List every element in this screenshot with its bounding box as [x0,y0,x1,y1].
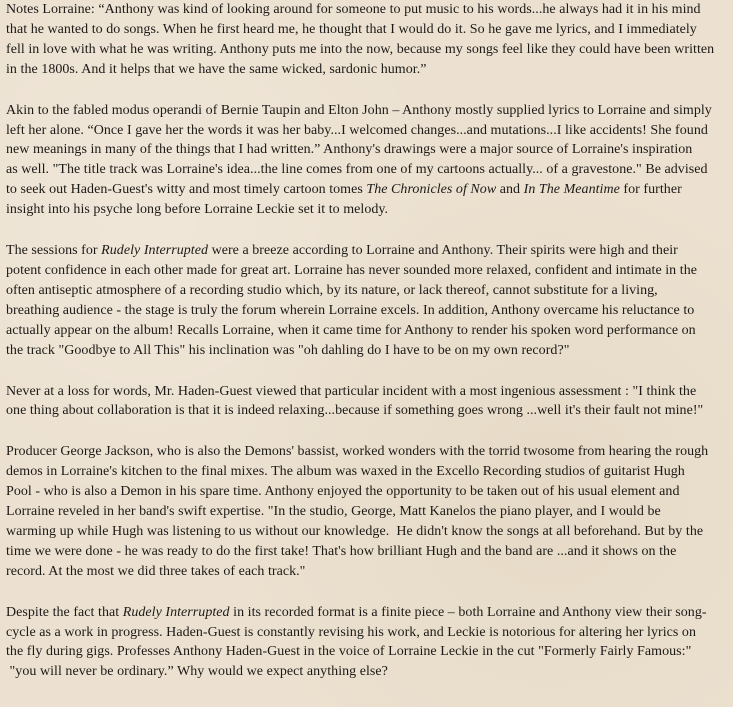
line-text: Despite the fact that [6,604,123,620]
line-text: demos in Lorraine's kitchen to the final mixes. The album was waxed in the Excello Recording studios of guitarist Hugh [6,464,685,480]
line-text: The sessions for [6,243,102,259]
paragraph-producer [6,442,725,581]
line-text: were a breeze according to Lorraine and Anthony. Their spirits were high and their [208,243,678,259]
paragraph-taupin-john [6,101,725,220]
line-text: and [496,182,524,198]
text-line [6,261,725,281]
line-text: record. At the most we did three takes of each track." [6,563,306,579]
text-line [6,200,725,220]
line-text: in the 1800s. And it helps that we have the same wicked, sardonic humor.” [6,61,427,77]
text-line [6,401,725,421]
line-text: for further [619,182,682,198]
text-line [6,341,725,361]
text-line [6,482,725,502]
text-line [6,20,725,40]
text-line [6,0,725,20]
line-text: that he wanted to do songs. When he first heard me, he thought that I would do it. So he gave me lyrics, and I immediately [6,21,697,37]
line-text: fell in love with what he was writing. Anthony puts me into the now, because my songs feel like they could have been written [6,41,715,57]
line-text: potent confidence in each other made for great art. Lorraine has never sounded more relaxed, confident and intimate in the [6,262,697,278]
text-line [6,121,725,141]
text-line [6,160,725,180]
text-line [6,140,725,160]
text-line [6,301,725,321]
line-text: cycle as a work in progress. Haden-Guest is constantly revising his work, and Leckie is notorious for altering her lyrics on [6,624,697,640]
text-line [6,321,725,341]
line-text: breathing audience - the stage is truly the forum wherein Lorraine excels. In addition, Anthony overcame his reluctance to [6,302,695,318]
line-text: to seek out Haden-Guest's witty and most timely cartoon tomes [6,182,367,198]
line-text: "you will never be ordinary.” Why would we expect anything else? [6,664,388,680]
line-text: the track "Goodbye to All This" his inclination was "oh dahling do I have to be on my own record?" [6,342,570,358]
book-title: The Chronicles of Now [366,182,497,198]
text-line [6,642,725,662]
text-line [6,40,725,60]
text-line [6,502,725,522]
album-title: Rudely Interrupted [122,604,230,620]
line-text: time we were done - he was ready to do the first take! That's how brilliant Hugh and the band are ...and it shows on the [6,543,677,559]
text-line [6,603,725,623]
text-line [6,442,725,462]
line-text: in its recorded format is a finite piece – both Lorraine and Anthony view their song- [229,604,707,620]
text-line [6,281,725,301]
paragraph-lorraine-quote [6,0,725,80]
text-line [6,382,725,402]
text-line [6,60,725,80]
line-text: as well. "The title track was Lorraine's idea...the line comes from one of my cartoons actually... of a gravestone." Be advised [6,162,708,178]
line-text: often antiseptic atmosphere of a recording studio which, by its nature, or lack thereof, cannot substitute for a living, [6,282,658,298]
line-text: left her alone. “Once I gave her the words it was her baby...I welcomed changes...and mutations...I like accidents! She found [6,122,708,138]
text-line [6,241,725,261]
text-line [6,562,725,582]
text-line [6,542,725,562]
line-text: Producer George Jackson, who is also the Demons' bassist, worked wonders with the torrid twosome from hearing the rough [6,444,709,460]
line-text: Pool - who is also a Demon in his spare time. Anthony enjoyed the opportunity to be taken out of his usual element and [6,484,680,500]
line-text: the fly during gigs. Professes Anthony Haden-Guest in the voice of Lorraine Leckie in the cut "Formerly Fairly Famous:" [6,644,692,660]
album-title: Rudely Interrupted [101,243,209,259]
line-text: Never at a loss for words, Mr. Haden-Guest viewed that particular incident with a most ingenious assessment : "I think the [6,383,697,399]
book-title: In The Meantime [523,182,620,198]
line-text: warming up while Hugh was listening to us without our knowledge. He didn't know the songs at all beforehand. But by the [6,523,704,539]
line-text: actually appear on the album! Recalls Lorraine, when it came time for Anthony to render his spoken word performance on [6,322,696,338]
text-line [6,522,725,542]
text-line [6,180,725,200]
paragraph-sessions [6,241,725,360]
text-line [6,623,725,643]
text-line [6,462,725,482]
text-line [6,662,725,682]
line-text: Lorraine reveled in her band's swift expertise. "In the studio, George, Matt Kanelos the piano player, and I would be [6,504,661,520]
paragraph-collaboration [6,382,725,422]
paragraph-work-in-progress [6,603,725,683]
text-line [6,101,725,121]
line-text: one thing about collaboration is that it is indeed relaxing...because if something goes wrong ...well it's their fault not mine!" [6,403,704,419]
line-text: new meanings in many of the things that I had written.” Anthony's drawings were a major source of Lorraine's inspiration [6,142,693,158]
line-text: Akin to the fabled modus operandi of Bernie Taupin and Elton John – Anthony mostly supplied lyrics to Lorraine and simply [6,102,712,118]
line-text: Notes Lorraine: “Anthony was kind of looking around for someone to put music to his words...he always had it in his mind [6,2,701,17]
line-text: insight into his psyche long before Lorraine Leckie set it to melody. [6,202,389,218]
